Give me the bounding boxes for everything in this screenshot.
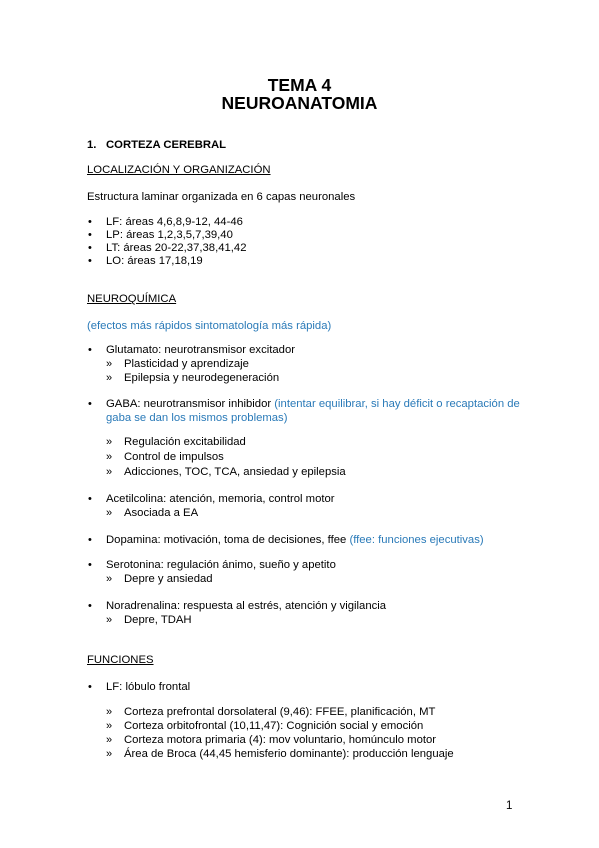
bullet-icon: • [88, 534, 92, 546]
sub-list-item: Adicciones, TOC, TCA, ansiedad y epilepsia [124, 466, 346, 478]
dopamina-item [106, 533, 484, 547]
sub-bullet-icon: » [106, 436, 113, 448]
gaba-item [106, 397, 520, 411]
sub-list-item: Regulación excitabilidad [124, 436, 246, 448]
sub-list-item: Plasticidad y aprendizaje [124, 358, 249, 370]
list-item: LO: áreas 17,18,19 [106, 255, 203, 267]
sub-bullet-icon: » [106, 720, 113, 732]
sub-bullet-icon: » [106, 507, 113, 519]
list-item: LF: áreas 4,6,8,9-12, 44-46 [106, 216, 243, 228]
sub-list-item: Depre y ansiedad [124, 573, 213, 585]
topic-title: TEMA 4 [267, 75, 332, 95]
bullet-icon: • [88, 229, 92, 241]
sub-bullet-icon: » [106, 451, 113, 463]
bullet-icon: • [88, 398, 92, 410]
noradrenalina-item: Noradrenalina: respuesta al estrés, atención y vigilancia [106, 600, 387, 612]
sub-bullet-icon: » [106, 748, 113, 760]
page-number: 1 [506, 800, 513, 812]
sub-list-item: Área de Broca (44,45 hemisferio dominante): producción lenguaje [124, 748, 454, 760]
sub-bullet-icon: » [106, 706, 113, 718]
bullet-icon: • [88, 344, 92, 356]
acetilcolina-item: Acetilcolina: atención, memoria, control motor [106, 493, 335, 505]
list-item: LP: áreas 1,2,3,5,7,39,40 [106, 229, 233, 241]
neuroquimica-heading: NEUROQUÍMICA [87, 293, 177, 305]
bullet-icon: • [88, 493, 92, 505]
sub-bullet-icon: » [106, 614, 113, 626]
section-title: CORTEZA CEREBRAL [106, 139, 227, 151]
sub-bullet-icon: » [106, 358, 113, 370]
dopamina-note: (ffee: funciones ejecutivas) [349, 534, 484, 546]
glutamato-item: Glutamato: neurotransmisor excitador [106, 344, 295, 356]
funciones-heading: FUNCIONES [87, 654, 154, 666]
gaba-label: GABA: neurotransmisor inhibidor [106, 398, 272, 410]
neuroquimica-note: (efectos más rápidos sintomatología más rápida) [87, 320, 332, 332]
sub-list-item: Corteza motora primaria (4): mov voluntario, homúnculo motor [124, 734, 437, 746]
serotonina-item: Serotonina: regulación ánimo, sueño y apetito [106, 559, 336, 571]
bullet-icon: • [88, 559, 92, 571]
dopamina-label: Dopamina: motivación, toma de decisiones, ffee [106, 534, 347, 546]
gaba-note-line2: gaba se dan los mismos problemas) [106, 412, 288, 424]
bullet-icon: • [88, 600, 92, 612]
lf-item: LF: lóbulo frontal [106, 681, 191, 693]
gaba-note-line1: (intentar equilibrar, si hay déficit o recaptación de [274, 398, 520, 410]
sub-list-item: Control de impulsos [124, 451, 224, 463]
list-item: LT: áreas 20-22,37,38,41,42 [106, 242, 247, 254]
topic-subtitle: NEUROANATOMIA [221, 93, 378, 113]
sub-bullet-icon: » [106, 734, 113, 746]
section-number: 1. [87, 139, 97, 151]
localizacion-intro: Estructura laminar organizada en 6 capas neuronales [87, 191, 356, 203]
localizacion-heading: LOCALIZACIÓN Y ORGANIZACIÓN [87, 164, 271, 176]
sub-bullet-icon: » [106, 573, 113, 585]
sub-list-item: Depre, TDAH [124, 614, 192, 626]
bullet-icon: • [88, 242, 92, 254]
bullet-icon: • [88, 255, 92, 267]
sub-list-item: Corteza prefrontal dorsolateral (9,46): FFEE, planificación, MT [124, 706, 436, 718]
bullet-icon: • [88, 681, 92, 693]
sub-bullet-icon: » [106, 466, 113, 478]
bullet-icon: • [88, 216, 92, 228]
sub-bullet-icon: » [106, 372, 113, 384]
sub-list-item: Epilepsia y neurodegeneración [124, 372, 280, 384]
sub-list-item: Corteza orbitofrontal (10,11,47): Cognición social y emoción [124, 720, 424, 732]
sub-list-item: Asociada a EA [124, 507, 199, 519]
